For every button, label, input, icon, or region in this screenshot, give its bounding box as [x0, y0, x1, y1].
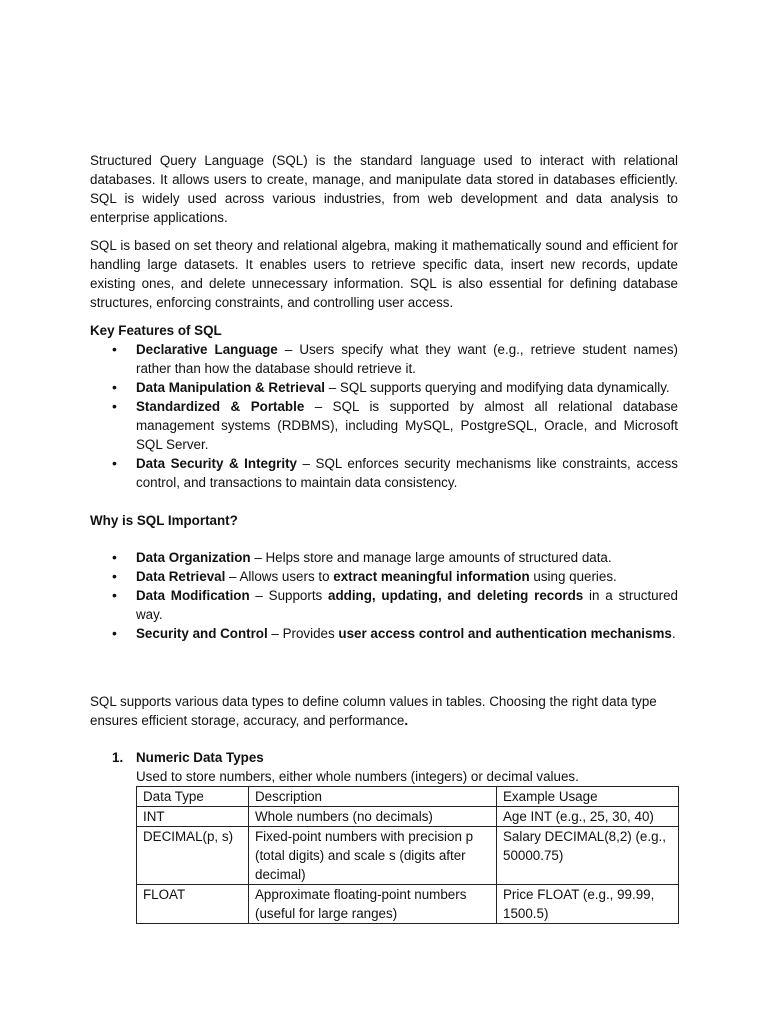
table-header-cell: Description [249, 787, 497, 807]
feature-term: Data Manipulation & Retrieval [136, 380, 325, 395]
feature-text: – Users specify what they want (e.g., retrieve student names) rather than how the database should retrieve it. [136, 342, 678, 376]
data-types-intro-text: SQL supports various data types to define column values in tables. Choosing the right data type ensures efficient storage, accuracy, and performance [90, 694, 657, 728]
feature-text: – SQL supports querying and modifying data dynamically. [325, 380, 670, 395]
table-cell: Salary DECIMAL(8,2) (e.g., 50000.75) [497, 827, 679, 885]
table-cell: Price FLOAT (e.g., 99.99, 1500.5) [497, 885, 679, 924]
table-row [137, 827, 679, 885]
key-features-heading: Key Features of SQL [90, 323, 222, 338]
data-types-intro-period: . [404, 713, 409, 728]
reason-term: Security and Control [136, 626, 268, 641]
list-item [90, 397, 678, 454]
reason-text: – Helps store and manage large amounts of structured data. [250, 550, 612, 565]
why-important-heading: Why is SQL Important? [90, 513, 238, 528]
table-cell: Approximate floating-point numbers (useful for large ranges) [249, 885, 497, 924]
feature-term: Standardized & Portable [136, 399, 305, 414]
table-cell: Whole numbers (no decimals) [249, 807, 497, 827]
reason-term: Data Organization [136, 550, 251, 565]
reason-emphasis: extract meaningful information [333, 569, 530, 584]
numeric-types-table [136, 786, 679, 924]
table-header-cell: Example Usage [497, 787, 679, 807]
reason-text: – Allows users to [225, 569, 334, 584]
table-cell: Age INT (e.g., 25, 30, 40) [497, 807, 679, 827]
numeric-types-number: 1. [112, 750, 124, 765]
reason-text-end: in a structured way. [136, 588, 678, 622]
reason-emphasis: user access control and authentication mechanisms [338, 626, 672, 641]
feature-term: Declarative Language [136, 342, 278, 357]
why-important-list [90, 548, 678, 643]
table-header-cell: Data Type [137, 787, 249, 807]
key-features-list [90, 340, 678, 492]
table-row [137, 885, 679, 924]
reason-term: Data Modification [136, 588, 250, 603]
list-item [90, 567, 678, 586]
list-item [90, 624, 678, 643]
feature-text: – SQL is supported by almost all relational database management systems (RDBMS), including MySQL, PostgreSQL, Oracle, and Microsoft SQL Server. [136, 399, 678, 452]
numeric-types-description: Used to store numbers, either whole numbers (integers) or decimal values. [136, 769, 579, 784]
intro-paragraph-1: Structured Query Language (SQL) is the standard language used to interact with relational databases. It allows users to create, manage, and manipulate data stored in databases efficiently. SQL is widely used across various industries, from web development and data analysis to enterprise applications. [90, 153, 678, 225]
list-item [90, 378, 678, 397]
table-cell: DECIMAL(p, s) [137, 827, 249, 885]
reason-term: Data Retrieval [136, 569, 226, 584]
data-types-intro [90, 692, 678, 730]
list-item [90, 586, 678, 624]
numeric-types-heading [90, 748, 678, 767]
feature-term: Data Security & Integrity [136, 456, 297, 471]
reason-text-end: using queries. [529, 569, 617, 584]
feature-text: – SQL enforces security mechanisms like constraints, access control, and transactions to maintain data consistency. [136, 456, 678, 490]
table-cell: INT [137, 807, 249, 827]
table-row [137, 807, 679, 827]
list-item [90, 454, 678, 492]
numeric-types-title: Numeric Data Types [136, 750, 264, 765]
reason-emphasis: adding, updating, and deleting records [328, 588, 584, 603]
reason-text: – Supports [249, 588, 329, 603]
table-cell: Fixed-point numbers with precision p (total digits) and scale s (digits after decimal) [249, 827, 497, 885]
document-body [90, 151, 678, 924]
list-item [90, 340, 678, 378]
reason-text: – Provides [267, 626, 339, 641]
intro-paragraph-2: SQL is based on set theory and relational algebra, making it mathematically sound and efficient for handling large datasets. It enables users to retrieve specific data, insert new records, update existing ones, and delete unnecessary information. SQL is also essential for defining database structures, enforcing constraints, and controlling user access. [90, 238, 678, 310]
reason-text-end: . [671, 626, 676, 641]
table-cell: FLOAT [137, 885, 249, 924]
list-item [90, 548, 678, 567]
table-header-row [137, 787, 679, 807]
